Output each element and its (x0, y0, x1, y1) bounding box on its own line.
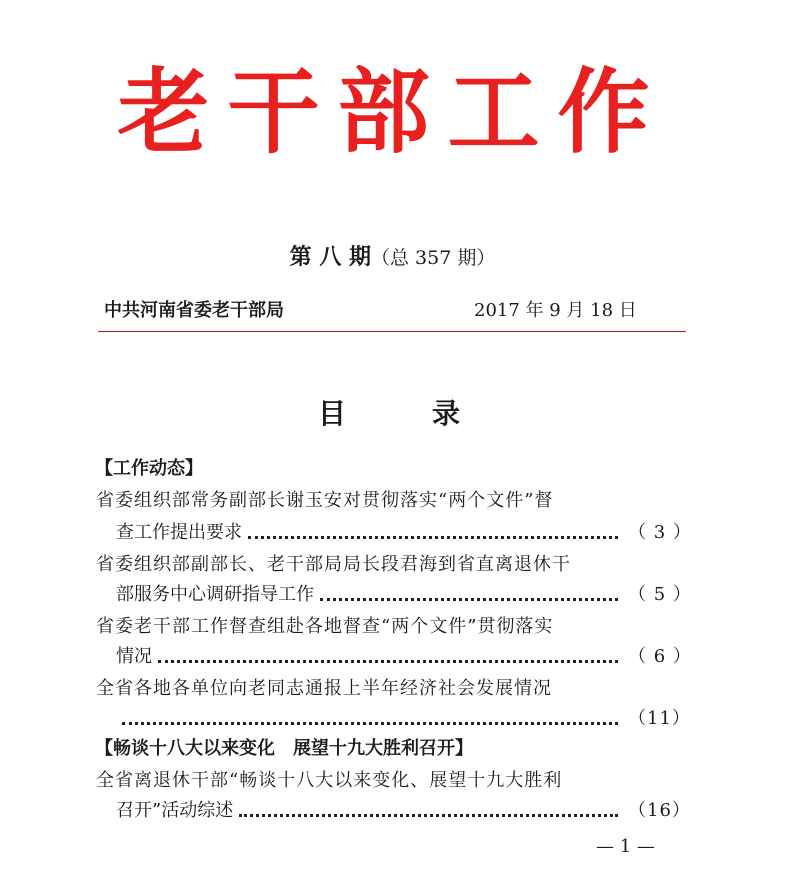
toc-section-heading: 【畅谈十八大以来变化 展望十九大胜利召开】 (95, 738, 473, 759)
toc-entry-title-cont: 查工作提出要求 (116, 522, 242, 543)
toc-entry-title-cont: 部服务中心调研指导工作 (116, 584, 314, 605)
leader-dots (122, 722, 618, 725)
leader-dots (239, 814, 618, 817)
leader-dots (248, 536, 618, 539)
toc-entry-title[interactable]: 省委老干部工作督查组赴各地督查“两个文件”贯彻落实 (96, 616, 554, 637)
publisher-organization: 中共河南省委老干部局 (104, 300, 284, 321)
issue-number: 第 八 期 (289, 244, 371, 270)
toc-entry-title[interactable]: 省委组织部常务副部长谢玉安对贯彻落实“两个文件”督 (96, 490, 554, 511)
toc-entry-title-cont: 情况 (116, 646, 152, 667)
toc-entry-continuation[interactable] (116, 644, 692, 670)
leader-dots (320, 598, 618, 601)
toc-entry-page: （16） (628, 800, 691, 821)
issue-total: （总 357 期） (370, 247, 496, 269)
toc-entry-continuation[interactable] (116, 706, 691, 732)
toc-entry-continuation[interactable] (116, 582, 692, 608)
toc-entry-page: （ 6 ） (628, 646, 692, 667)
publish-date: 2017 年 9 月 18 日 (474, 300, 637, 321)
page-number: — 1 — (596, 836, 655, 857)
issue-line (0, 242, 785, 273)
toc-section-heading: 【工作动态】 (95, 458, 203, 479)
toc-title-left: 目 (318, 397, 347, 430)
toc-entry-title[interactable]: 省委组织部副部长、老干部局局长段君海到省直离退休干 (96, 554, 571, 575)
toc-entry-title[interactable]: 全省离退休干部“畅谈十八大以来变化、展望十九大胜利 (96, 770, 563, 791)
toc-entry-page: （ 3 ） (628, 522, 692, 543)
toc-entry-title-cont: 召开”活动综述 (116, 800, 234, 821)
header-divider (98, 331, 686, 332)
toc-entry-continuation[interactable] (116, 520, 692, 546)
journal-title: 老干部工作 (117, 59, 668, 166)
leader-dots (158, 660, 618, 663)
toc-title-right: 录 (432, 397, 461, 430)
toc-entry-page: （ 5 ） (628, 584, 692, 605)
toc-entry-page: （11） (628, 708, 691, 729)
toc-entry-title[interactable]: 全省各地各单位向老同志通报上半年经济社会发展情况 (96, 678, 552, 699)
toc-entry-continuation[interactable] (116, 798, 691, 824)
